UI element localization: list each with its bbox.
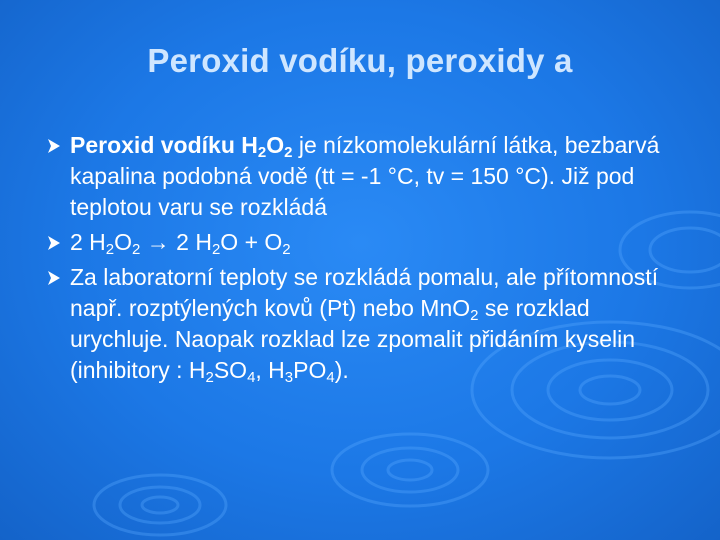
subscript: 3 bbox=[284, 369, 294, 386]
equation-text: 2 H bbox=[70, 229, 106, 255]
equation-text: O + O bbox=[220, 229, 283, 255]
subscript: 2 bbox=[284, 144, 293, 161]
bullet-text: SO bbox=[213, 357, 248, 383]
bullet-text: je nízkomolekulární látka, bezbarvá kapalina podobná vodě (tt = -1 °C, tv = 150 °C). Již pod teplotou varu se rozkládá bbox=[70, 132, 660, 220]
subscript: 4 bbox=[247, 369, 256, 386]
bullet-text: Za laboratorní teploty se rozkládá pomalu, ale přítomností např. rozptýlených kovů (Pt) nebo Mn bbox=[70, 264, 659, 321]
bullet-text: ). bbox=[334, 357, 349, 383]
bullet-list bbox=[70, 130, 690, 390]
subscript: 2 bbox=[105, 241, 115, 258]
equation-text: O bbox=[114, 229, 133, 255]
subscript: 4 bbox=[326, 369, 335, 386]
bold-text: O bbox=[266, 132, 285, 158]
bullet-text: , H bbox=[255, 357, 285, 383]
bullet-item bbox=[70, 227, 690, 258]
arrow-bullet-icon bbox=[48, 227, 62, 258]
bullet-item bbox=[70, 130, 690, 223]
subscript: 2 bbox=[211, 241, 221, 258]
equation-text: → 2 H bbox=[140, 229, 212, 255]
arrow-bullet-icon bbox=[48, 130, 62, 161]
subscript: 2 bbox=[205, 369, 214, 386]
bullet-text: O bbox=[452, 295, 471, 321]
subscript: 2 bbox=[132, 241, 141, 258]
bullet-text: se rozklad urychluje. Naopak rozklad lze zpomalit přidáním kyselin (inhibitory : H bbox=[70, 295, 636, 383]
subscript: 2 bbox=[282, 241, 291, 258]
subscript: 2 bbox=[470, 307, 479, 324]
bold-text: Peroxid vodíku H bbox=[70, 132, 258, 158]
bullet-text: PO bbox=[293, 357, 327, 383]
arrow-bullet-icon bbox=[48, 262, 62, 293]
slide-title: Peroxid vodíku, peroxidy a bbox=[147, 42, 573, 79]
subscript: 2 bbox=[257, 144, 267, 161]
bullet-item bbox=[70, 262, 690, 386]
